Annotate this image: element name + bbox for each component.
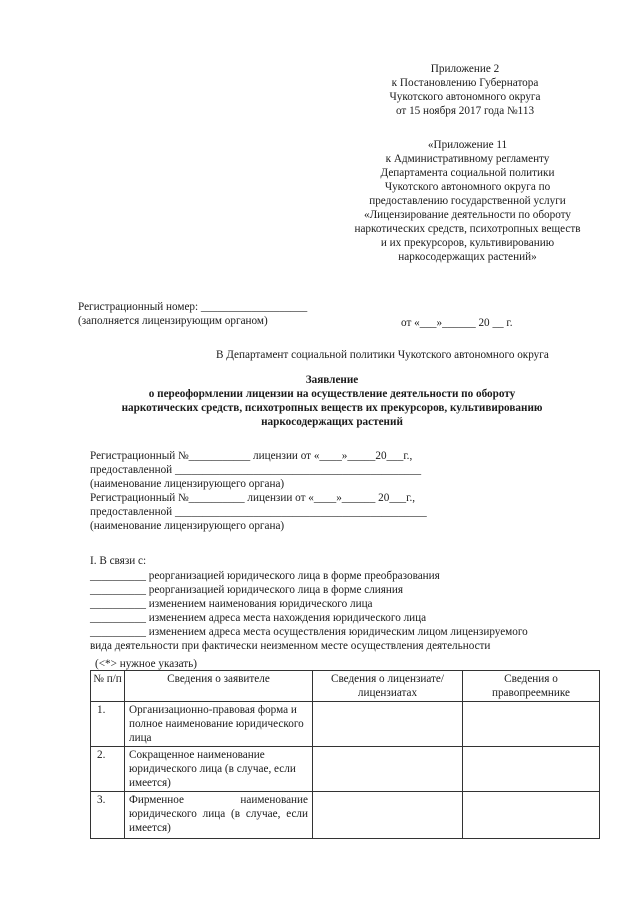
regulation-header-line: и их прекурсоров, культивированию	[380, 237, 555, 249]
successor-cell[interactable]	[463, 747, 600, 792]
regulation-header	[330, 138, 605, 264]
column-header-applicant: Сведения о заявителе	[125, 671, 313, 702]
registration-date-field[interactable]: от «___»______ 20 __ г.	[401, 317, 513, 329]
table-row	[91, 702, 600, 747]
regulation-header-line: к Административному регламенту	[385, 153, 550, 165]
reason-option[interactable]: __________ реорганизацией юридического лица в форме слияния	[90, 584, 404, 596]
document-title	[72, 373, 592, 429]
applicant-info-table	[90, 670, 600, 839]
successor-cell[interactable]	[463, 702, 600, 747]
license-registration-field[interactable]: Регистрационный №__________ лицензии от «____»______ 20___г.,	[90, 492, 416, 504]
regulation-header-line: предоставлению государственной услуги	[369, 195, 566, 207]
licensee-cell[interactable]	[313, 792, 463, 839]
appendix-header	[360, 62, 570, 118]
regulation-header-line: Департамента социальной политики	[380, 167, 555, 179]
row-label: Сокращенное наименование юридического лица (в случае, если имеется)	[125, 747, 313, 792]
regulation-header-line: «Приложение 11	[427, 139, 508, 151]
table-row	[91, 792, 600, 839]
registration-number-block	[78, 300, 307, 328]
document-title-line: наркотических средств, психотропных веществ их прекурсоров, культивированию	[121, 402, 543, 414]
column-header-successor: Сведения о правопреемнике	[463, 671, 600, 702]
regulation-header-line: «Лицензирование деятельности по обороту	[363, 209, 571, 221]
license-issuer-hint: (наименование лицензирующего органа)	[90, 520, 285, 532]
table-row	[91, 747, 600, 792]
license-issuer-field[interactable]: предоставленной _____________________________________________	[90, 506, 427, 518]
license-issuer-field[interactable]: предоставленной ____________________________________________	[90, 464, 422, 476]
addressee: В Департамент социальной политики Чукотского автономного округа	[216, 349, 549, 361]
appendix-header-line: Приложение 2	[430, 63, 500, 75]
column-header-licensee: Сведения о лицензиате/лицензиатах	[313, 671, 463, 702]
document-title-line: Заявление	[305, 374, 359, 386]
regulation-header-line: Чукотского автономного округа по	[384, 181, 551, 193]
license-details	[90, 449, 427, 533]
reason-option[interactable]: __________ реорганизацией юридического лица в форме преобразования	[90, 570, 440, 582]
reason-section	[90, 554, 610, 653]
license-issuer-hint: (наименование лицензирующего органа)	[90, 478, 285, 490]
regulation-header-line: наркосодержащих растений»	[398, 251, 537, 263]
document-title-line: наркосодержащих растений	[261, 416, 403, 428]
licensee-cell[interactable]	[313, 702, 463, 747]
license-registration-field[interactable]: Регистрационный №___________ лицензии от «____»_____20___г.,	[90, 450, 413, 462]
section-heading: I. В связи с:	[90, 555, 147, 567]
row-label: Фирменное наименование юридического лица (в случае, если имеется)	[125, 792, 313, 839]
licensee-cell[interactable]	[313, 747, 463, 792]
selection-note: (<*> нужное указать)	[95, 658, 198, 670]
row-number: 1.	[91, 702, 125, 747]
column-header-number: № п/п	[91, 671, 125, 702]
appendix-header-line: Чукотского автономного округа	[389, 91, 541, 103]
reason-option-continuation: вида деятельности при фактически неизменном месте осуществления деятельности	[90, 640, 491, 652]
registration-hint: (заполняется лицензирующим органом)	[78, 315, 268, 327]
row-label: Организационно-правовая форма и полное наименование юридического лица	[125, 702, 313, 747]
regulation-header-line: наркотических средств, психотропных веществ	[354, 223, 581, 235]
appendix-header-line: к Постановлению Губернатора	[391, 77, 539, 89]
document-title-line: о переоформлении лицензии на осуществление деятельности по обороту	[148, 388, 516, 400]
successor-cell[interactable]	[463, 792, 600, 839]
appendix-header-line: от 15 ноября 2017 года №113	[395, 105, 535, 117]
registration-number-field[interactable]: Регистрационный номер: ___________________	[78, 301, 308, 313]
table-header-row	[91, 671, 600, 702]
row-number: 3.	[91, 792, 125, 839]
reason-option[interactable]: __________ изменением адреса места осуществления юридическим лицом лицензируемого	[90, 626, 528, 638]
reason-option[interactable]: __________ изменением адреса места нахождения юридического лица	[90, 612, 427, 624]
reason-option[interactable]: __________ изменением наименования юридического лица	[90, 598, 373, 610]
row-number: 2.	[91, 747, 125, 792]
